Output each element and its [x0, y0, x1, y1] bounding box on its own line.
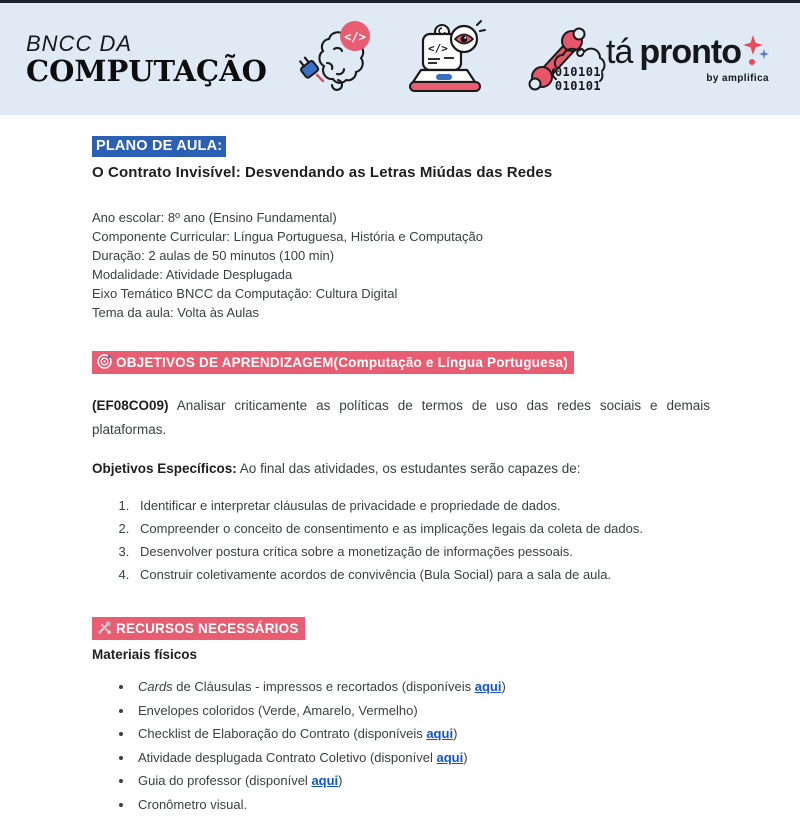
material-item	[134, 722, 710, 746]
meta-line: Ano escolar: 8º ano (Ensino Fundamental)	[92, 208, 710, 227]
meta-line: Duração: 2 aulas de 50 minutos (100 min)	[92, 246, 710, 265]
bncc-computacao-logo	[26, 33, 244, 86]
header-icons	[296, 19, 606, 99]
binary-line-1: 010101	[555, 65, 601, 79]
sparkle-icon	[743, 35, 769, 71]
objective-item: 2. Compreender o conceito de consentimento e as implicações legais da coleta de dados.	[133, 517, 710, 540]
material-item	[134, 746, 710, 770]
skill-code: (EF08CO09)	[92, 398, 169, 413]
material-text: )	[463, 750, 467, 765]
material-italic-text: Cards	[138, 679, 173, 694]
skill-text: Analisar criticamente as políticas de termos de uso das redes sociais e demais plataformas.	[92, 398, 710, 437]
lesson-meta	[92, 208, 710, 322]
material-link[interactable]: aqui	[311, 773, 338, 788]
material-text: de Cláusulas - impressos e recortados (disponíveis	[173, 679, 475, 694]
materials-list	[92, 675, 710, 816]
material-text: Guia do professor (disponível	[138, 773, 311, 788]
lesson-title: O Contrato Invisível: Desvendando as Letras Miúdas das Redes	[92, 164, 710, 181]
binary-line-2: 010101	[555, 79, 601, 93]
material-text: Checklist de Elaboração do Contrato (disponíveis	[138, 726, 426, 741]
objectives-heading-label: OBJETIVOS DE APRENDIZAGEM(Computação e Língua Portuguesa)	[116, 355, 568, 370]
ta-pronto-logo	[606, 35, 775, 84]
objective-item: 3. Desenvolver postura crítica sobre a monetização de informações pessoais.	[133, 540, 710, 563]
lesson-plan-document	[0, 115, 800, 816]
specific-text: Ao final das atividades, os estudantes serão capazes de:	[237, 461, 581, 476]
material-item	[134, 793, 710, 816]
brand-header	[0, 3, 800, 115]
material-text: )	[453, 726, 457, 741]
objective-item: 4. Construir coletivamente acordos de convivência (Bula Social) para a sala de aula.	[133, 563, 710, 586]
meta-line: Modalidade: Atividade Desplugada	[92, 265, 710, 284]
logo-line2: COMPUTAÇÃO	[26, 57, 244, 86]
logo-line1: BNCC DA	[26, 33, 244, 55]
material-link[interactable]: aqui	[436, 750, 463, 765]
brand-ta: tá	[606, 35, 632, 69]
material-text: )	[338, 773, 342, 788]
target-icon	[97, 354, 112, 369]
material-link[interactable]: aqui	[475, 679, 502, 694]
hammer-wrench-icon	[97, 620, 112, 635]
resources-heading-label: RECURSOS NECESSÁRIOS	[116, 621, 299, 636]
material-item	[134, 675, 710, 699]
material-link[interactable]: aqui	[426, 726, 453, 741]
meta-line: Eixo Temático BNCC da Computação: Cultura Digital	[92, 284, 710, 303]
meta-line: Componente Curricular: Língua Portuguesa, História e Computação	[92, 227, 710, 246]
materials-label: Materiais físicos	[92, 647, 710, 662]
resources-section-heading	[92, 617, 305, 640]
material-item	[134, 699, 710, 723]
wrench-binary-cloud-icon	[520, 19, 606, 99]
brand-pronto: pronto	[639, 35, 741, 69]
objective-item: 1. Identificar e interpretar cláusulas de privacidade e propriedade de dados.	[133, 494, 710, 517]
material-text: Atividade desplugada Contrato Coletivo (disponível	[138, 750, 436, 765]
material-item	[134, 769, 710, 793]
brain-plug-code-icon	[296, 19, 372, 99]
specific-label: Objetivos Específicos:	[92, 461, 237, 476]
plan-kicker: PLANO DE AULA:	[92, 136, 226, 157]
brand-byline: by amplifica	[606, 74, 769, 84]
meta-line: Tema da aula: Volta às Aulas	[92, 303, 710, 322]
code-glyph: </>	[344, 30, 366, 44]
objectives-list	[92, 494, 710, 586]
material-text: Cronômetro visual.	[138, 797, 247, 812]
specific-objectives-intro	[92, 457, 710, 481]
skill-paragraph	[92, 394, 710, 442]
laptop-code-glyph: </>	[428, 42, 448, 55]
material-text: )	[501, 679, 505, 694]
material-text: Envelopes coloridos (Verde, Amarelo, Vermelho)	[138, 703, 418, 718]
objectives-section-heading	[92, 351, 574, 374]
laptop-code-eye-icon	[406, 19, 486, 99]
